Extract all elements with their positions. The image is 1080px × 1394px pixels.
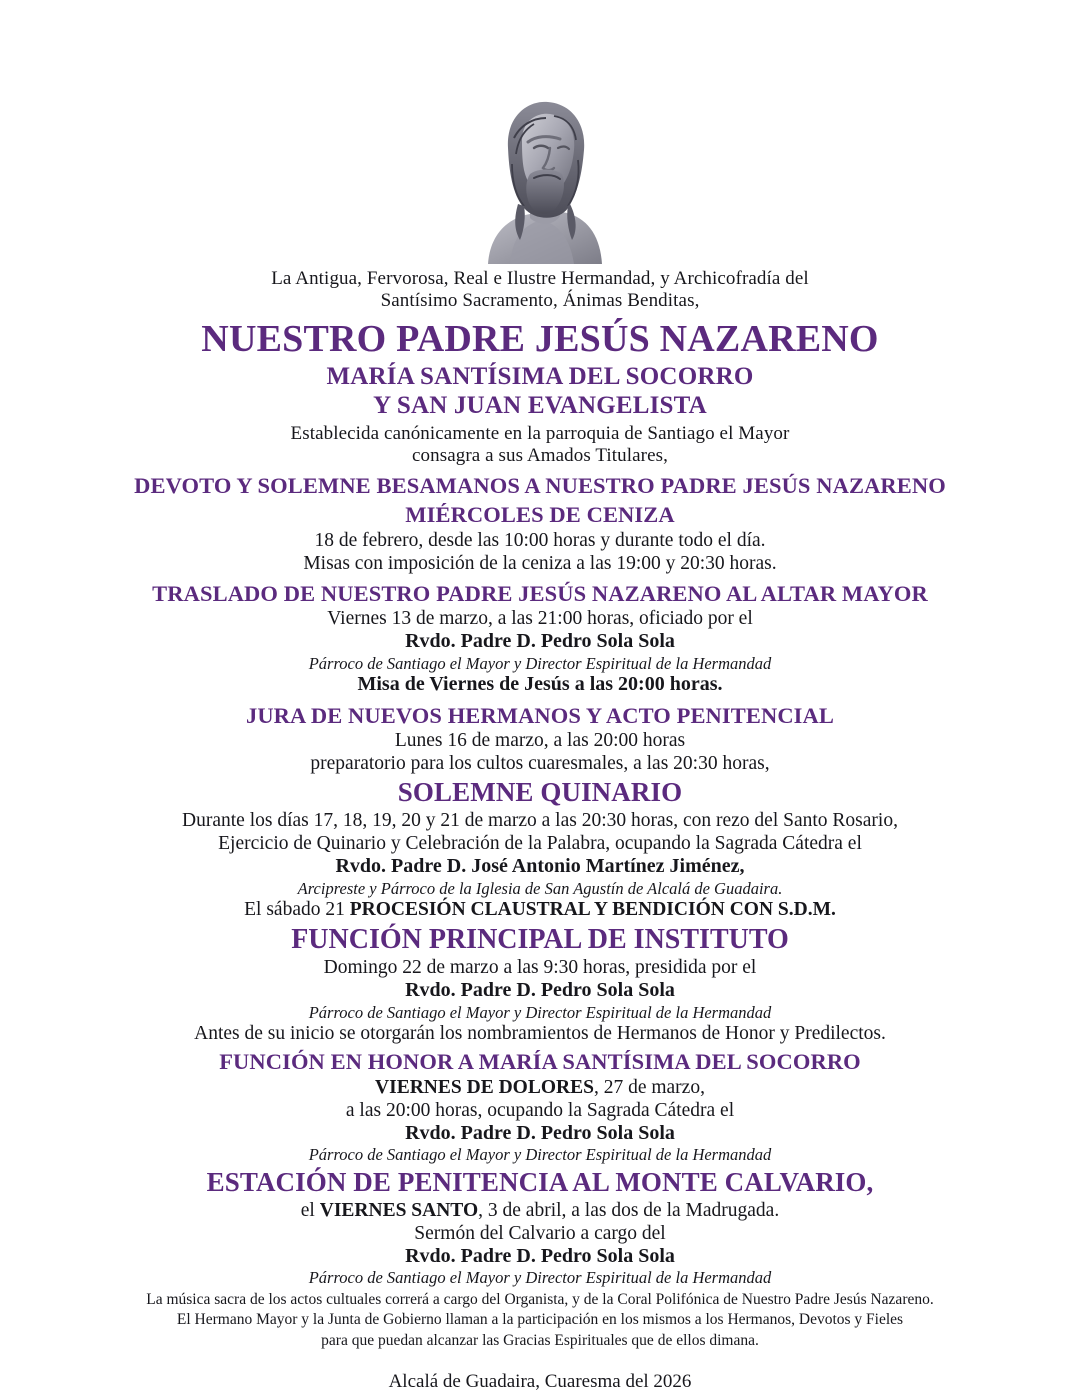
section-estacion-penitencia-line-1 — [80, 1199, 1000, 1222]
section-traslado-heading: TRASLADO DE NUESTRO PADRE JESÚS NAZARENO AL ALTAR MAYOR — [152, 580, 928, 606]
section-funcion-socorro-heading: FUNCIÓN EN HONOR A MARÍA SANTÍSIMA DEL SOCORRO — [219, 1049, 861, 1075]
section-quinario-line-1: Durante los días 17, 18, 19, 20 y 21 de marzo a las 20:30 horas, con rezo del Santo Rosario, — [182, 810, 898, 832]
section-jura-line-2: preparatorio para los cultos cuaresmales, a las 20:30 horas, — [310, 753, 770, 775]
section-quinario-procession-line — [80, 898, 1000, 921]
bust-image-container — [80, 0, 1000, 268]
jesus-nazareno-bust-icon — [450, 88, 630, 268]
procession-prefix: El sábado 21 — [244, 899, 350, 921]
note-line-1: La música sacra de los actos cultuales correrá a cargo del Organista, y de la Coral Polifónica de Nuestro Padre Jesús Nazareno. — [146, 1290, 934, 1308]
section-funcion-socorro-celebrant-role: Párroco de Santiago el Mayor y Director Espiritual de la Hermandad — [308, 1145, 772, 1165]
title-subtitle-1: MARÍA SANTÍSIMA DEL SOCORRO — [326, 362, 754, 390]
section-besamanos-heading-line-1: DEVOTO Y SOLEMNE BESAMANOS A NUESTRO PADRE JESÚS NAZARENO — [134, 473, 946, 499]
section-funcion-principal-celebrant: Rvdo. Padre D. Pedro Sola Sola — [405, 979, 675, 1002]
procession-bold: PROCESIÓN CLAUSTRAL Y BENDICIÓN CON S.D.M. — [349, 899, 836, 921]
section-besamanos-line-1: 18 de febrero, desde las 10:00 horas y durante todo el día. — [314, 529, 766, 551]
section-traslado-celebrant-role: Párroco de Santiago el Mayor y Director Espiritual de la Hermandad — [308, 653, 772, 673]
section-estacion-penitencia-heading: ESTACIÓN DE PENITENCIA AL MONTE CALVARIO, — [206, 1166, 874, 1197]
title-subtitle-2: Y SAN JUAN EVANGELISTA — [373, 392, 707, 420]
section-funcion-socorro-line-1 — [80, 1076, 1000, 1099]
section-quinario-celebrant: Rvdo. Padre D. José Antonio Martínez Jiménez, — [335, 855, 745, 878]
viernes-dolores-bold: VIERNES DE DOLORES — [375, 1076, 594, 1098]
section-estacion-penitencia-line-2: Sermón del Calvario a cargo del — [414, 1222, 666, 1244]
section-funcion-principal-line-2: Antes de su inicio se otorgarán los nombramientos de Hermanos de Honor y Predilectos. — [194, 1023, 886, 1045]
section-besamanos-line-2: Misas con imposición de la ceniza a las 19:00 y 20:30 horas. — [303, 552, 777, 574]
viernes-santo-rest: , 3 de abril, a las dos de la Madrugada. — [478, 1199, 780, 1221]
established-line: Establecida canónicamente en la parroquia de Santiago el Mayor — [290, 422, 790, 444]
section-quinario-heading: SOLEMNE QUINARIO — [397, 777, 683, 808]
viernes-santo-bold: VIERNES SANTO — [319, 1199, 479, 1221]
section-quinario-line-2: Ejercicio de Quinario y Celebración de la Palabra, ocupando la Sagrada Cátedra el — [218, 833, 862, 855]
section-estacion-penitencia-celebrant: Rvdo. Padre D. Pedro Sola Sola — [405, 1244, 675, 1267]
footer-location-date: Alcalá de Guadaira, Cuaresma del 2026 — [388, 1371, 692, 1393]
consecrates-line: consagra a sus Amados Titulares, — [412, 445, 668, 467]
section-quinario-celebrant-role: Arcipreste y Párroco de la Iglesia de San Agustín de Alcalá de Guadaira. — [297, 878, 783, 898]
section-funcion-socorro-line-2: a las 20:00 horas, ocupando la Sagrada Cátedra el — [345, 1099, 735, 1121]
note-line-2: El Hermano Mayor y la Junta de Gobierno llaman a la participación en los mismos a los Hermanos, Devotos y Fieles — [176, 1311, 904, 1329]
intro-line-2: Santísimo Sacramento, Ánimas Benditas, — [380, 290, 700, 312]
intro-line-1: La Antigua, Fervorosa, Real e Ilustre Hermandad, y Archicofradía del — [271, 268, 809, 289]
note-line-3: para que puedan alcanzar las Gracias Espirituales que de ellos dimana. — [321, 1331, 759, 1349]
section-funcion-principal-line-1: Domingo 22 de marzo a las 9:30 horas, presidida por el — [323, 957, 757, 979]
section-traslado-line-1: Viernes 13 de marzo, a las 21:00 horas, oficiado por el — [327, 608, 753, 630]
page-title: NUESTRO PADRE JESÚS NAZARENO — [201, 317, 879, 360]
section-funcion-socorro-celebrant: Rvdo. Padre D. Pedro Sola Sola — [405, 1121, 675, 1144]
section-traslado-line-2: Misa de Viernes de Jesús a las 20:00 horas. — [357, 673, 723, 696]
viernes-santo-prefix: el — [300, 1199, 320, 1221]
section-jura-heading: JURA DE NUEVOS HERMANOS Y ACTO PENITENCIAL — [245, 702, 834, 728]
section-funcion-principal-celebrant-role: Párroco de Santiago el Mayor y Director Espiritual de la Hermandad — [308, 1002, 772, 1022]
section-besamanos-heading-line-2: MIÉRCOLES DE CENIZA — [405, 502, 675, 527]
section-jura-line-1: Lunes 16 de marzo, a las 20:00 horas — [394, 730, 686, 752]
section-traslado-celebrant: Rvdo. Padre D. Pedro Sola Sola — [405, 630, 675, 653]
viernes-dolores-rest: , 27 de marzo, — [593, 1076, 705, 1098]
section-estacion-penitencia-celebrant-role: Párroco de Santiago el Mayor y Director Espiritual de la Hermandad — [308, 1268, 772, 1288]
section-funcion-principal-heading: FUNCIÓN PRINCIPAL DE INSTITUTO — [291, 924, 789, 956]
